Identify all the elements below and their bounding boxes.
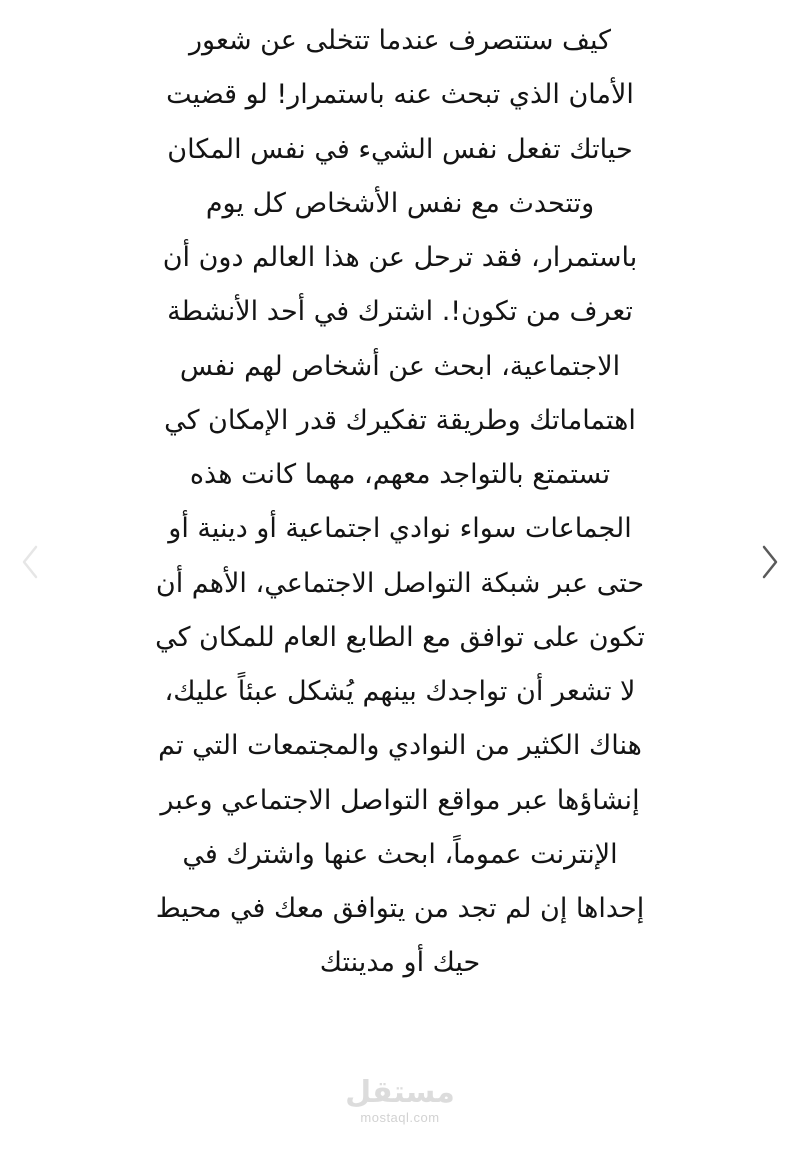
- article-text: [100, 14, 700, 991]
- text-line: اهتماماتك وطريقة تفكيرك قدر الإمكان كي: [164, 404, 636, 436]
- text-line: تعرف من تكون!. اشترك في أحد الأنشطة: [167, 296, 633, 328]
- text-line: حتى عبر شبكة التواصل الاجتماعي، الأهم أن: [155, 567, 645, 599]
- text-line: هناك الكثير من النوادي والمجتمعات التي تم: [158, 730, 642, 762]
- text-line: حياتك تفعل نفس الشيء في نفس المكان: [167, 133, 633, 165]
- text-line: وتتحدث مع نفس الأشخاص كل يوم: [205, 187, 595, 219]
- text-line: حيك أو مدينتك: [319, 947, 481, 979]
- chevron-left-icon: [16, 542, 44, 582]
- text-line: كيف ستتصرف عندما تتخلى عن شعور: [188, 25, 612, 56]
- watermark-domain: mostaql.com: [360, 1110, 440, 1125]
- chevron-right-icon: [756, 542, 784, 582]
- text-line: باستمرار، فقد ترحل عن هذا العالم دون أن: [162, 242, 638, 273]
- text-line: الأمان الذي تبحث عنه باستمرار! لو قضيت: [166, 79, 634, 111]
- next-button[interactable]: [756, 542, 784, 582]
- previous-button[interactable]: [16, 542, 44, 582]
- text-line: لا تشعر أن تواجدك بينهم يُشكل عبئاً عليك،: [164, 676, 636, 707]
- text-line: إحداها إن لم تجد من يتوافق معك في محيط: [155, 893, 645, 924]
- watermark-brand: مستقل: [345, 1075, 455, 1110]
- watermark-logo: [340, 1075, 460, 1125]
- text-line: الاجتماعية، ابحث عن أشخاص لهم نفس: [179, 350, 621, 382]
- text-line: إنشاؤها عبر مواقع التواصل الاجتماعي وعبر: [160, 784, 640, 816]
- text-line: الإنترنت عموماً، ابحث عنها واشترك في: [182, 838, 618, 870]
- text-line: الجماعات سواء نوادي اجتماعية أو دينية أو: [168, 513, 632, 545]
- text-line: تستمتع بالتواجد معهم، مهما كانت هذه: [189, 459, 611, 490]
- text-line: تكون على توافق مع الطابع العام للمكان كي: [155, 621, 645, 653]
